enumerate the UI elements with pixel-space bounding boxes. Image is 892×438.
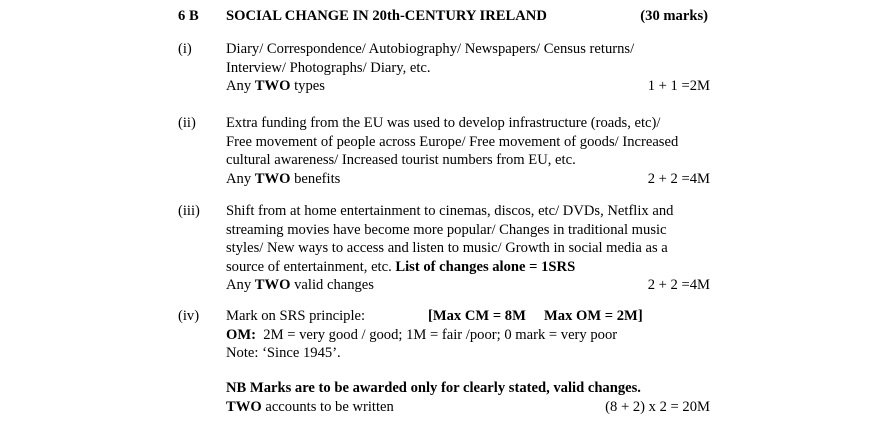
max-cm: [Max CM = 8M	[428, 308, 526, 324]
note-line: Note: ‘Since 1945’.	[226, 345, 341, 361]
nb-text: NB Marks are to be awarded only for clearly stated, valid changes.	[226, 380, 641, 396]
question-label: (iv)	[178, 308, 200, 324]
total-marks: (8 + 2) x 2 = 20M	[605, 398, 710, 415]
any-bold: TWO	[254, 78, 291, 94]
question-body	[226, 307, 710, 363]
answer-line	[226, 258, 710, 277]
any-prefix: Any	[226, 277, 255, 293]
question-iv	[178, 307, 710, 363]
om-label: OM:	[226, 326, 256, 343]
question-label: (ii)	[178, 115, 196, 131]
answer-line: Shift from at home entertainment to cinemas, discos, etc/ DVDs, Netflix and	[226, 203, 674, 219]
answer-line: styles/ New ways to access and listen to music/ Growth in social media as a	[226, 240, 668, 256]
any-bold: TWO	[254, 277, 291, 293]
question-iii	[178, 202, 710, 295]
answer-line: Free movement of people across Europe/ Free movement of goods/ Increased	[226, 133, 679, 150]
question-body	[226, 114, 710, 188]
section-header	[178, 7, 708, 27]
answer-line: Interview/ Photographs/ Diary, etc.	[226, 59, 431, 76]
marks-row	[226, 170, 710, 189]
answer-line: Diary/ Correspondence/ Autobiography/ Newspapers/ Census returns/	[226, 41, 635, 57]
any-prefix: Any	[226, 78, 255, 94]
two-bold: TWO	[226, 398, 262, 415]
accounts-suffix: accounts to be written	[261, 398, 394, 415]
marks-value: 1 + 1 =2M	[647, 78, 710, 94]
question-i	[178, 40, 710, 96]
section-title: SOCIAL CHANGE IN 20th-CENTURY IRELAND	[226, 8, 547, 24]
nb-block	[226, 379, 710, 416]
any-suffix: types	[290, 78, 325, 94]
nb-note	[226, 379, 710, 398]
marks-value: 2 + 2 =4M	[647, 277, 710, 293]
om-text: 2M = very good / good; 1M = fair /poor; 0 mark = very poor	[256, 326, 618, 343]
accounts-text	[226, 398, 394, 417]
any-prefix: Any	[226, 170, 255, 187]
any-suffix: benefits	[290, 170, 341, 187]
question-body	[226, 40, 710, 96]
answer-line: cultural awareness/ Increased tourist numbers from EU, etc.	[226, 152, 576, 168]
any-suffix: valid changes	[290, 277, 374, 293]
any-two-text	[226, 77, 325, 96]
om-line	[226, 326, 710, 345]
max-om: Max OM = 2M]	[544, 308, 643, 324]
question-label: (iii)	[178, 203, 200, 219]
any-two-text	[226, 276, 374, 295]
answer-line: streaming movies have become more popular/ Changes in traditional music	[226, 221, 667, 238]
marks-row	[226, 276, 710, 295]
answer-line: Extra funding from the EU was used to develop infrastructure (roads, etc)/	[226, 115, 661, 131]
section-number: 6 B	[178, 8, 199, 24]
srs-note: List of changes alone = 1SRS	[395, 258, 576, 275]
question-label: (i)	[178, 41, 192, 57]
question-ii	[178, 114, 710, 188]
marks-row	[226, 77, 710, 96]
section-marks: (30 marks)	[640, 8, 708, 24]
srs-principle-text: Mark on SRS principle:	[226, 308, 366, 324]
total-row	[226, 398, 710, 417]
srs-row	[226, 307, 710, 326]
marks-value: 2 + 2 =4M	[647, 170, 710, 187]
question-body	[226, 202, 710, 295]
answer-text: source of entertainment, etc.	[226, 258, 396, 275]
any-two-text	[226, 170, 340, 189]
any-bold: TWO	[254, 170, 291, 187]
